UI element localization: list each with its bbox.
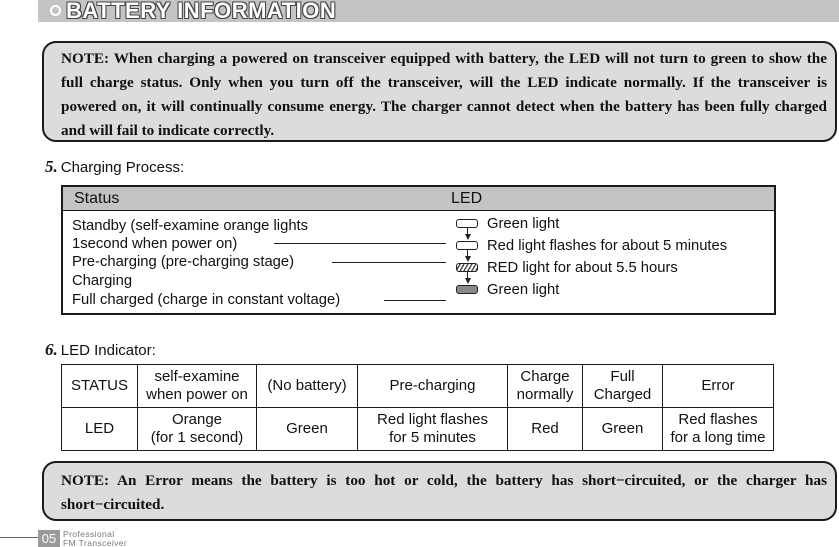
- section-6-number: 6.: [45, 340, 58, 359]
- row-header: STATUS: [62, 365, 138, 408]
- footer-line-2: FM Transceiver: [63, 538, 128, 547]
- charging-table-body: [63, 211, 774, 315]
- led-striped-icon: [456, 263, 478, 272]
- table-cell: Green: [257, 408, 358, 451]
- connector-line: [332, 262, 446, 263]
- arrow-down-icon: [465, 234, 471, 240]
- header-led: LED: [451, 190, 483, 207]
- led-filled-icon: [456, 285, 478, 294]
- table-row-status: [62, 365, 774, 408]
- footer-line-1: Professional: [63, 529, 115, 539]
- footer-rule: [0, 537, 38, 538]
- charging-table-header: [63, 187, 774, 211]
- charging-process-table: [61, 185, 776, 315]
- led-indicator-table: [61, 364, 774, 451]
- header-status: Status: [74, 190, 120, 207]
- page-title: BATTERY INFORMATION: [66, 0, 337, 23]
- page-number: 05: [38, 530, 60, 547]
- section-5-title: Charging Process:: [60, 159, 185, 176]
- led-outline-icon: [456, 219, 478, 228]
- table-cell: Orange (for 1 second): [138, 408, 257, 451]
- section-5-number: 5.: [45, 157, 58, 176]
- stage-label: Charging: [72, 273, 133, 289]
- led-description: Green light: [487, 282, 560, 298]
- led-description: Green light: [487, 216, 560, 232]
- table-cell: Green: [583, 408, 663, 451]
- footer-label: [63, 530, 127, 547]
- section-6-title: LED Indicator:: [60, 342, 156, 359]
- connector-line: [274, 243, 446, 244]
- table-cell: Red flashes for a long time: [663, 408, 774, 451]
- arrow-down-icon: [465, 278, 471, 284]
- table-cell: Charge normally: [508, 365, 583, 408]
- bullet-circle-icon: [50, 5, 61, 16]
- table-cell: Pre-charging: [358, 365, 508, 408]
- note-bottom: NOTE: An Error means the battery is too hot or cold, the battery has short−circuited, or the charger has short−circuited.: [42, 461, 837, 521]
- connector-line: [384, 300, 446, 301]
- arrow-down-icon: [465, 256, 471, 262]
- led-description: Red light flashes for about 5 minutes: [487, 238, 728, 254]
- stage-label: Full charged (charge in constant voltage): [72, 292, 341, 308]
- table-cell: self-examine when power on: [138, 365, 257, 408]
- stage-label: Pre-charging (pre-charging stage): [72, 254, 295, 270]
- table-cell: Red light flashes for 5 minutes: [358, 408, 508, 451]
- row-header: LED: [62, 408, 138, 451]
- table-cell: (No battery): [257, 365, 358, 408]
- led-outline-icon: [456, 241, 478, 250]
- section-5-heading: [45, 157, 184, 177]
- table-row-led: [62, 408, 774, 451]
- stage-label: Standby (self-examine orange lights: [72, 218, 309, 234]
- stage-label: 1second when power on): [72, 236, 238, 252]
- led-description: RED light for about 5.5 hours: [487, 260, 678, 276]
- table-cell: Error: [663, 365, 774, 408]
- section-6-heading: [45, 340, 156, 360]
- note-top: NOTE: When charging a powered on transceiver equipped with battery, the LED will not turn to green to show the full charge status. Only when you turn off the transceiver, will the LED indicate normally. If the transceiver is powered on, it will continually consume energy. The charger cannot detect when the battery has been fully charged and will fail to indicate correctly.: [42, 41, 837, 142]
- table-cell: Full Charged: [583, 365, 663, 408]
- table-cell: Red: [508, 408, 583, 451]
